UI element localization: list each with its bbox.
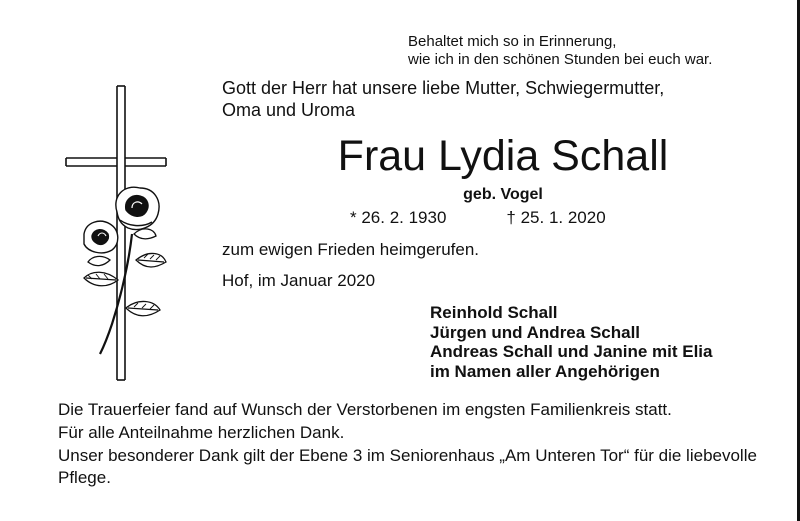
family-list bbox=[430, 303, 712, 381]
family-member: Reinhold Schall bbox=[430, 303, 558, 322]
footer-line: Für alle Anteilnahme herzlichen Dank. bbox=[58, 423, 345, 442]
peace-line: zum ewigen Frieden heimgerufen. bbox=[222, 240, 480, 259]
family-member: Andreas Schall und Janine mit Elia bbox=[430, 342, 713, 361]
family-member: Jürgen und Andrea Schall bbox=[430, 322, 641, 342]
motto bbox=[408, 33, 712, 69]
place-date: Hof, im Januar 2020 bbox=[222, 271, 376, 290]
intro-text bbox=[222, 77, 664, 121]
footer-text bbox=[58, 399, 758, 490]
cross-with-rose-icon bbox=[62, 84, 172, 384]
life-dates bbox=[350, 207, 606, 229]
deceased-name: Frau Lydia Schall bbox=[337, 132, 669, 180]
footer-line: Die Trauerfeier fand auf Wunsch der Verstorbenen im engsten Familienkreis statt. bbox=[58, 400, 672, 419]
family-member: im Namen aller Angehörigen bbox=[430, 361, 660, 381]
maiden-name: geb. Vogel bbox=[463, 186, 543, 203]
death-date: † 25. 1. 2020 bbox=[506, 208, 606, 227]
intro-line: Gott der Herr hat unsere liebe Mutter, Schwiegermutter, bbox=[222, 78, 665, 98]
birth-date: * 26. 2. 1930 bbox=[350, 208, 447, 227]
motto-line: Behaltet mich so in Erinnerung, bbox=[408, 33, 617, 50]
motto-line: wie ich in den schönen Stunden bei euch war. bbox=[408, 51, 713, 68]
footer-line: Unser besonderer Dank gilt der Ebene 3 im Seniorenhaus „Am Unteren Tor“ für die liebevolle Pflege. bbox=[58, 446, 757, 487]
intro-line: Oma und Uroma bbox=[222, 100, 356, 120]
